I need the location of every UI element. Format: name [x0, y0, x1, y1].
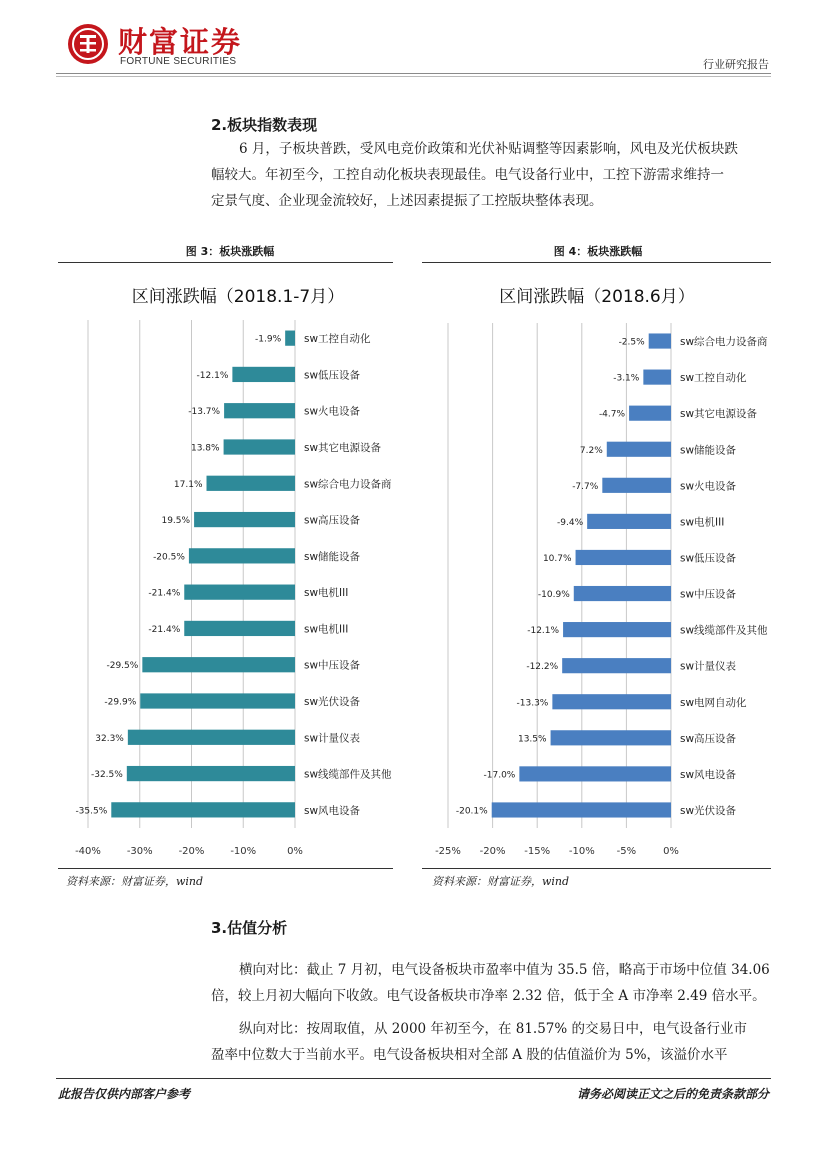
x-tick-label: 0%	[663, 846, 679, 857]
category-label: sw电网自动化	[680, 696, 747, 709]
bar	[519, 766, 671, 781]
category-label: sw电机III	[680, 516, 725, 529]
bar	[576, 550, 671, 565]
category-label: sw电机III	[304, 587, 349, 600]
figure-caption: 图 4：板块涨跌幅	[553, 245, 643, 258]
data-label: -2.5%	[618, 337, 645, 348]
bar	[649, 333, 671, 348]
category-label: sw工控自动化	[680, 372, 747, 385]
category-label: sw火电设备	[304, 405, 361, 418]
bar	[207, 476, 295, 491]
data-label: 10.7%	[542, 553, 572, 564]
bar	[551, 730, 671, 745]
category-label: sw光伏设备	[304, 696, 361, 708]
category-label: sw线缆部件及其他	[304, 768, 392, 781]
bar	[142, 657, 295, 672]
bar	[552, 694, 671, 709]
category-label: sw低压设备	[304, 369, 361, 382]
data-label: -35.5%	[75, 806, 108, 817]
chart-title: 区间涨跌幅（2018.6月）	[499, 287, 695, 307]
category-label: sw其它电源设备	[680, 408, 758, 421]
category-label: sw计量仪表	[680, 660, 737, 673]
bar	[643, 370, 671, 385]
category-label: sw储能设备	[680, 444, 737, 457]
category-label: sw其它电源设备	[304, 442, 382, 454]
figure-rule	[422, 262, 771, 263]
brand-name-en: FORTUNE SECURITIES	[120, 56, 237, 67]
brand-name-cn: 财富证券	[118, 25, 243, 59]
data-label: -1.9%	[255, 334, 282, 345]
figure-rule	[58, 868, 393, 869]
category-label: sw工控自动化	[304, 333, 371, 346]
data-label: -3.1%	[613, 373, 640, 384]
bar	[602, 478, 671, 493]
bar	[189, 548, 295, 563]
bar	[607, 442, 671, 457]
bar	[224, 439, 295, 454]
x-tick-label: -25%	[435, 846, 461, 857]
x-tick-label: -30%	[126, 846, 153, 857]
bar	[128, 730, 295, 745]
bar	[184, 621, 295, 636]
header-divider	[56, 73, 771, 74]
chart-title: 区间涨跌幅（2018.1-7月）	[131, 287, 345, 307]
paragraph-line: 横向对比：截止 7 月初，电气设备板块市盈率中值为 35.5 倍，略高于市场中位值 34.06	[239, 962, 770, 978]
paragraph-line: 幅较大。年初至今，工控自动化板块表现最佳。电气设备行业中，工控下游需求维持一	[211, 167, 724, 183]
x-tick-label: -20%	[178, 846, 205, 857]
data-label: 7.2%	[579, 445, 603, 456]
x-tick-label: -10%	[568, 846, 595, 857]
section3-paragraph-2	[211, 1016, 771, 1068]
bar	[563, 622, 671, 637]
bar	[127, 766, 295, 781]
category-label: sw低压设备	[680, 552, 737, 565]
category-label: sw计量仪表	[304, 732, 361, 745]
category-label: sw综合电力设备商	[680, 336, 768, 349]
paragraph-line: 定景气度、企业现金流较好，上述因素提振了工控版块整体表现。	[211, 193, 603, 209]
category-label: sw储能设备	[304, 550, 361, 563]
category-label: sw光伏设备	[680, 804, 737, 817]
category-label: sw风电设备	[304, 804, 361, 817]
data-label: -10.9%	[537, 590, 570, 601]
data-label: -13.3%	[516, 698, 549, 709]
category-label: sw高压设备	[680, 732, 737, 745]
data-label: -29.9%	[104, 697, 137, 708]
category-label: sw中压设备	[680, 588, 737, 601]
bar	[562, 658, 671, 673]
section3-paragraph-1	[211, 957, 771, 1009]
company-logo-icon	[66, 22, 110, 66]
section-heading: 3.估值分析	[211, 919, 288, 937]
category-label: sw电机III	[304, 623, 349, 636]
data-label: -20.5%	[153, 552, 185, 563]
data-label: -17.0%	[483, 770, 516, 781]
data-label: -7.7%	[572, 481, 599, 492]
data-label: -12.2%	[526, 662, 559, 673]
paragraph-line: 6 月，子板块普跌，受风电竞价政策和光伏补贴调整等因素影响，风电及光伏板块跌	[239, 141, 738, 157]
bar-chart-june	[422, 266, 772, 866]
bar	[587, 514, 671, 529]
figure-source: 资料来源：财富证券，wind	[66, 875, 204, 888]
x-tick-label: -40%	[75, 846, 101, 857]
data-label: -9.4%	[557, 517, 584, 528]
category-label: sw高压设备	[304, 514, 361, 527]
x-tick-label: -10%	[230, 846, 257, 857]
section-heading: 2.板块指数表现	[211, 116, 318, 134]
bar-chart-ytd	[58, 266, 398, 866]
bar	[629, 406, 671, 421]
x-tick-label: 0%	[287, 846, 303, 857]
data-label: 17.1%	[173, 479, 203, 490]
data-label: 13.8%	[190, 443, 220, 454]
data-label: -21.4%	[148, 588, 181, 599]
data-label: -4.7%	[598, 409, 626, 420]
category-label: sw线缆部件及其他	[680, 624, 768, 637]
category-label: sw风电设备	[680, 768, 737, 781]
data-label: -13.7%	[188, 407, 221, 418]
x-tick-label: -15%	[524, 846, 551, 857]
category-label: sw中压设备	[304, 659, 361, 672]
bar	[492, 802, 671, 817]
x-tick-label: -20%	[479, 846, 506, 857]
footer-disclaimer: 此报告仅供内部客户参考	[58, 1087, 191, 1101]
data-label: -29.5%	[106, 661, 139, 672]
bar	[224, 403, 295, 418]
data-label: 32.3%	[95, 733, 124, 744]
figure-rule	[422, 868, 771, 869]
x-tick-label: -5%	[616, 846, 637, 857]
figure-source: 资料来源：财富证券，wind	[432, 875, 570, 888]
paragraph-line: 倍，较上月初大幅向下收敛。电气设备板块市净率 2.32 倍，低于全 A 市净率 2.49 倍水平。	[211, 988, 766, 1004]
bar	[232, 367, 295, 382]
report-type: 行业研究报告	[703, 58, 769, 71]
bar	[285, 331, 295, 346]
category-label: sw综合电力设备商	[304, 478, 392, 491]
data-label: -32.5%	[90, 770, 123, 781]
section2-paragraph	[211, 136, 771, 214]
data-label: 19.5%	[161, 516, 191, 527]
paragraph-line: 盈率中位数大于当前水平。电气设备板块相对全部 A 股的估值溢价为 5%，该溢价水平	[211, 1047, 728, 1063]
data-label: -20.1%	[455, 806, 488, 817]
figure-caption: 图 3：板块涨跌幅	[185, 245, 275, 258]
data-label: -12.1%	[196, 370, 229, 381]
paragraph-line: 纵向对比：按周取值，从 2000 年初至今，在 81.57% 的交易日中，电气设备行业市	[239, 1021, 747, 1037]
category-label: sw火电设备	[680, 480, 737, 493]
data-label: -12.1%	[527, 626, 560, 637]
figure-rule	[58, 262, 393, 263]
data-label: -21.4%	[148, 624, 181, 635]
bar	[184, 585, 295, 600]
footer-divider	[56, 1078, 771, 1079]
footer-notice: 请务必阅读正文之后的免责条款部分	[576, 1087, 769, 1101]
header-divider-thin	[56, 76, 771, 77]
bar	[140, 693, 295, 708]
bar	[574, 586, 671, 601]
bar	[111, 802, 295, 817]
bar	[194, 512, 295, 527]
data-label: 13.5%	[517, 734, 547, 745]
